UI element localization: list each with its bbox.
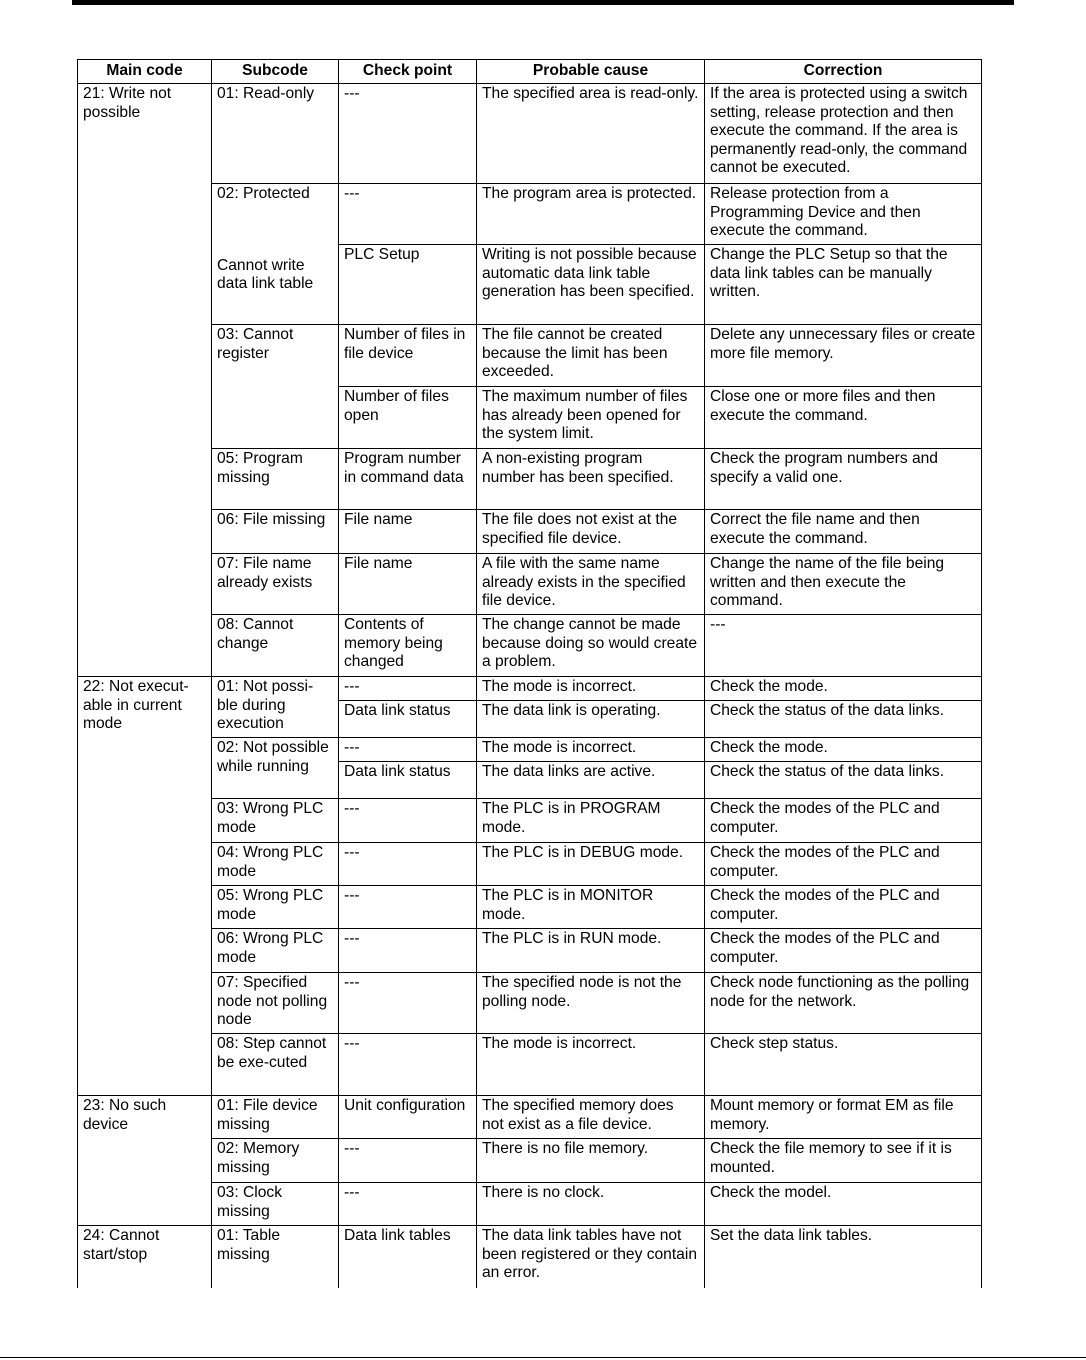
subcode-cell: 01: Table missing (212, 1226, 339, 1288)
error-code-table (77, 59, 982, 1288)
correction-cell: Check the status of the data links. (705, 701, 982, 738)
cause-cell: The change cannot be made because doing so would create a problem. (477, 615, 705, 677)
cause-cell: The file does not exist at the specified file device. (477, 510, 705, 554)
cause-cell: The maximum number of files has already been opened for the system limit. (477, 387, 705, 449)
table-row (78, 1139, 982, 1183)
correction-cell: Release protection from a Programming Device and then execute the command. (705, 184, 982, 245)
table-row (78, 1096, 982, 1139)
subcode-cell: 05: Wrong PLC mode (212, 886, 339, 929)
check-point-cell: --- (339, 677, 477, 701)
check-point-cell: --- (339, 843, 477, 886)
subcode-cell: 06: File missing (212, 510, 339, 554)
check-point-cell: File name (339, 554, 477, 615)
subcode-cell: 05: Program missing (212, 449, 339, 510)
correction-cell: If the area is protected using a switch setting, release protection and then execute the command. If the area is permanently read-only, the command cannot be executed. (705, 84, 982, 184)
check-point-cell: Unit configuration (339, 1096, 477, 1139)
correction-cell: Correct the file name and then execute the command. (705, 510, 982, 554)
subcode-cell: 08: Step cannot be exe-cuted (212, 1034, 339, 1096)
table-row (78, 615, 982, 677)
correction-cell: Check the modes of the PLC and computer. (705, 929, 982, 973)
check-point-cell: Data link status (339, 762, 477, 799)
table-row (78, 245, 982, 325)
check-point-cell: Number of files open (339, 387, 477, 449)
correction-cell: Close one or more files and then execute the command. (705, 387, 982, 449)
correction-cell: --- (705, 615, 982, 677)
cause-cell: A non-existing program number has been specified. (477, 449, 705, 510)
correction-cell: Mount memory or format EM as file memory. (705, 1096, 982, 1139)
correction-cell: Change the PLC Setup so that the data link tables can be manually written. (705, 245, 982, 325)
header-check-point: Check point (339, 60, 477, 84)
header-subcode: Subcode (212, 60, 339, 84)
correction-cell: Check the file memory to see if it is mounted. (705, 1139, 982, 1183)
check-point-cell: Contents of memory being changed (339, 615, 477, 677)
check-point-cell: Number of files in file device (339, 325, 477, 387)
correction-cell: Check step status. (705, 1034, 982, 1096)
header-probable-cause: Probable cause (477, 60, 705, 84)
table-row (78, 1226, 982, 1288)
subcode-cell: 07: Specified node not polling node (212, 973, 339, 1034)
table-row (78, 510, 982, 554)
table-row (78, 554, 982, 615)
subcode-cell: 08: Cannot change (212, 615, 339, 677)
cause-cell: There is no clock. (477, 1183, 705, 1226)
correction-cell: Check the modes of the PLC and computer. (705, 886, 982, 929)
cause-cell: The specified area is read-only. (477, 84, 705, 184)
subcode-cell: 02: Memory missing (212, 1139, 339, 1183)
cause-cell: The PLC is in MONITOR mode. (477, 886, 705, 929)
cause-cell: The PLC is in RUN mode. (477, 929, 705, 973)
main-code-cell: 23: No such device (78, 1096, 212, 1226)
bottom-rule (0, 1357, 1086, 1358)
table-row (78, 843, 982, 886)
cause-cell: The mode is incorrect. (477, 1034, 705, 1096)
correction-cell: Check the modes of the PLC and computer. (705, 799, 982, 843)
subcode-cell: 01: Read-only (212, 84, 339, 184)
header-main-code: Main code (78, 60, 212, 84)
header-row (78, 60, 982, 84)
cause-cell: Writing is not possible because automatic data link table generation has been specified. (477, 245, 705, 325)
cause-cell: The mode is incorrect. (477, 677, 705, 701)
table-row (78, 677, 982, 701)
check-point-cell: Data link tables (339, 1226, 477, 1288)
table-row (78, 1034, 982, 1096)
check-point-cell: --- (339, 799, 477, 843)
check-point-cell: --- (339, 738, 477, 762)
subcode-cell: 02: Protected (212, 184, 339, 245)
correction-cell: Check the mode. (705, 738, 982, 762)
cause-cell: The specified memory does not exist as a file device. (477, 1096, 705, 1139)
top-rule (72, 0, 1014, 5)
subcode-cell: 03: Wrong PLC mode (212, 799, 339, 843)
cause-cell: A file with the same name already exists in the specified file device. (477, 554, 705, 615)
check-point-cell: File name (339, 510, 477, 554)
correction-cell: Check the model. (705, 1183, 982, 1226)
cause-cell: The file cannot be created because the limit has been exceeded. (477, 325, 705, 387)
subcode-cell: 07: File name already exists (212, 554, 339, 615)
header-correction: Correction (705, 60, 982, 84)
table-row (78, 738, 982, 762)
subcode-cell: Cannot write data link table (212, 245, 339, 325)
cause-cell: The specified node is not the polling node. (477, 973, 705, 1034)
table-row (78, 449, 982, 510)
cause-cell: The data links are active. (477, 762, 705, 799)
correction-cell: Check the modes of the PLC and computer. (705, 843, 982, 886)
check-point-cell: Program number in command data (339, 449, 477, 510)
check-point-cell: PLC Setup (339, 245, 477, 325)
cause-cell: The data link tables have not been registered or they contain an error. (477, 1226, 705, 1288)
check-point-cell: --- (339, 1139, 477, 1183)
correction-cell: Check the mode. (705, 677, 982, 701)
subcode-cell: 03: Clock missing (212, 1183, 339, 1226)
subcode-cell: 02: Not possible while running (212, 738, 339, 799)
cause-cell: The PLC is in PROGRAM mode. (477, 799, 705, 843)
check-point-cell: Data link status (339, 701, 477, 738)
subcode-cell: 03: Cannot register (212, 325, 339, 449)
main-code-cell: 21: Write not possible (78, 84, 212, 677)
table-row (78, 325, 982, 387)
cause-cell: There is no file memory. (477, 1139, 705, 1183)
subcode-cell: 01: Not possi-ble during execution (212, 677, 339, 738)
check-point-cell: --- (339, 886, 477, 929)
check-point-cell: --- (339, 929, 477, 973)
correction-cell: Change the name of the file being written and then execute the command. (705, 554, 982, 615)
table-row (78, 84, 982, 184)
cause-cell: The program area is protected. (477, 184, 705, 245)
check-point-cell: --- (339, 973, 477, 1034)
table-row (78, 1183, 982, 1226)
subcode-cell: 04: Wrong PLC mode (212, 843, 339, 886)
cause-cell: The mode is incorrect. (477, 738, 705, 762)
correction-cell: Delete any unnecessary files or create more file memory. (705, 325, 982, 387)
table-row (78, 886, 982, 929)
main-code-cell: 24: Cannot start/stop (78, 1226, 212, 1288)
check-point-cell: --- (339, 1034, 477, 1096)
check-point-cell: --- (339, 84, 477, 184)
table-row (78, 973, 982, 1034)
correction-cell: Check node functioning as the polling node for the network. (705, 973, 982, 1034)
correction-cell: Set the data link tables. (705, 1226, 982, 1288)
cause-cell: The data link is operating. (477, 701, 705, 738)
subcode-cell: 01: File device missing (212, 1096, 339, 1139)
check-point-cell: --- (339, 1183, 477, 1226)
correction-cell: Check the status of the data links. (705, 762, 982, 799)
table-row (78, 799, 982, 843)
check-point-cell: --- (339, 184, 477, 245)
subcode-cell: 06: Wrong PLC mode (212, 929, 339, 973)
main-code-cell: 22: Not execut-able in current mode (78, 677, 212, 1096)
table-row (78, 929, 982, 973)
correction-cell: Check the program numbers and specify a valid one. (705, 449, 982, 510)
table-row (78, 184, 982, 245)
cause-cell: The PLC is in DEBUG mode. (477, 843, 705, 886)
